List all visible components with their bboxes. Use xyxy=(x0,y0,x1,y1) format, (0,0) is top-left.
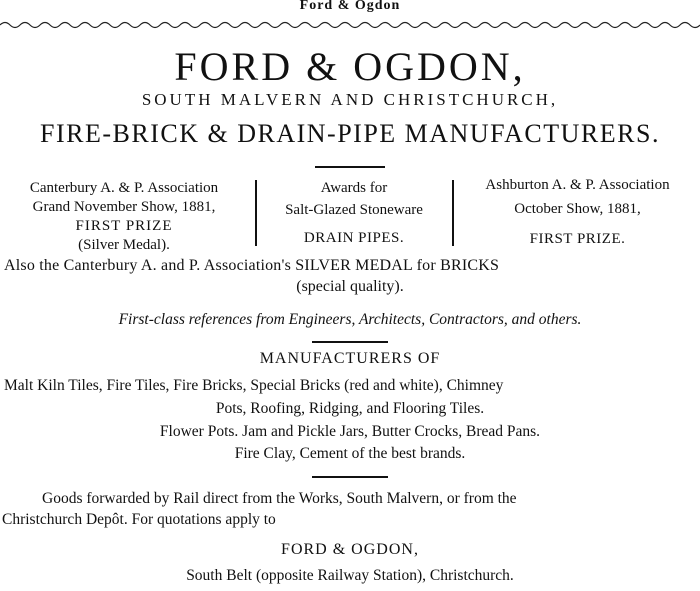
award-right-line: FIRST PRIZE. xyxy=(529,231,626,247)
running-header: Ford & Ogdon xyxy=(299,0,401,13)
contact-name: FORD & OGDON, xyxy=(281,541,419,558)
column-divider-left xyxy=(255,180,257,246)
short-rule-middle xyxy=(312,341,388,343)
column-divider-right xyxy=(452,180,454,246)
short-rule-top xyxy=(315,166,385,168)
award-center-column xyxy=(258,179,450,248)
contact-address: South Belt (opposite Railway Station), Christchurch. xyxy=(186,567,514,584)
silver-medal-line: Also the Canterbury A. and P. Association's SILVER MEDAL for BRICKS xyxy=(4,257,500,274)
award-right-line: October Show, 1881, xyxy=(514,201,641,217)
company-title: FORD & OGDON, xyxy=(174,44,526,89)
award-right-line: Ashburton A. & P. Association xyxy=(485,177,670,193)
goods-line: Goods forwarded by Rail direct from the Works, South Malvern, or from the xyxy=(42,490,517,507)
products-line: Pots, Roofing, Ridging, and Flooring Tiles. xyxy=(215,400,485,417)
products-line: Fire Clay, Cement of the best brands. xyxy=(234,445,466,462)
award-center-line: Awards for xyxy=(320,180,388,196)
wavy-divider xyxy=(0,19,700,31)
company-location: SOUTH MALVERN AND CHRISTCHURCH, xyxy=(141,90,559,109)
award-left-line: Grand November Show, 1881, xyxy=(32,199,216,215)
short-rule-bottom xyxy=(312,476,388,478)
goods-line: Christchurch Depôt. For quotations apply to xyxy=(2,511,276,528)
award-left-line: FIRST PRIZE xyxy=(75,218,173,234)
award-center-line: Salt-Glazed Stoneware xyxy=(285,202,423,218)
silver-medal-quality: (special quality). xyxy=(296,278,404,295)
award-left-line: (Silver Medal). xyxy=(78,237,170,253)
award-left-line: Canterbury A. & P. Association xyxy=(29,180,219,196)
award-left-column xyxy=(0,179,248,255)
products-line: Flower Pots. Jam and Pickle Jars, Butter Crocks, Bread Pans. xyxy=(159,423,541,440)
references-line: First-class references from Engineers, Architects, Contractors, and others. xyxy=(118,311,582,328)
company-trade: FIRE-BRICK & DRAIN-PIPE MANUFACTURERS. xyxy=(40,119,660,148)
manufacturers-heading: MANUFACTURERS OF xyxy=(259,350,441,367)
products-line: Malt Kiln Tiles, Fire Tiles, Fire Bricks, Special Bricks (red and white), Chimney xyxy=(4,377,504,394)
award-right-column xyxy=(455,176,700,249)
award-center-line: DRAIN PIPES. xyxy=(303,230,405,246)
